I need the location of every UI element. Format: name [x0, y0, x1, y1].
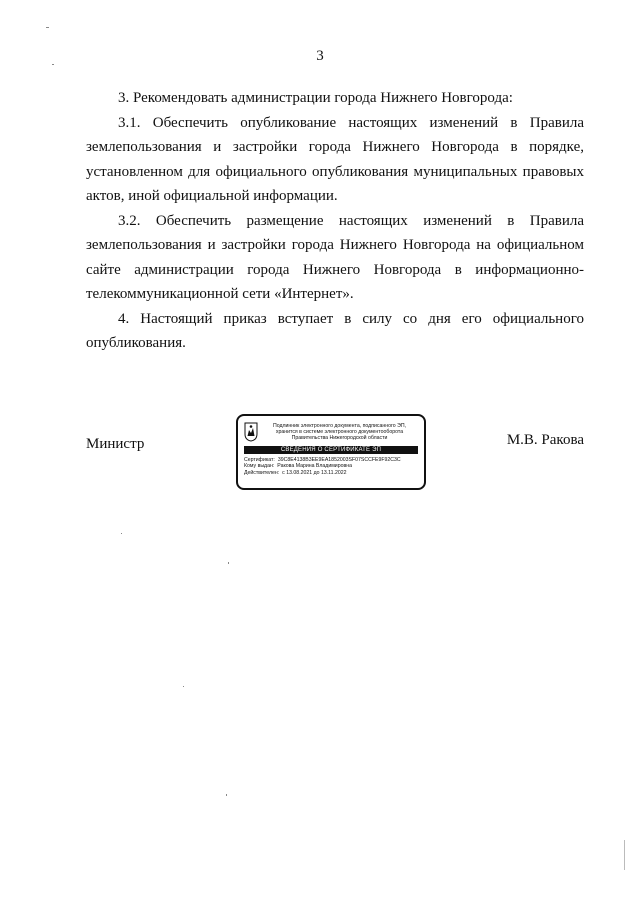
- stamp-validity-line: [244, 470, 418, 476]
- issued-to-label: Кому выдан:: [244, 463, 275, 470]
- stamp-note-line-1: Подлинник электронного документа, подписанного ЭП,: [272, 422, 406, 429]
- scan-speck: [183, 686, 184, 687]
- coat-of-arms-icon: [244, 422, 258, 442]
- paragraph-3-1: 3.1. Обеспечить опубликование настоящих изменений в Правила землепользования и застройки города Нижнего Новгорода в порядке, установленном для официального опубликования муниципальных правовых актов, иной официальной информации.: [86, 114, 584, 204]
- electronic-signature-stamp: [236, 414, 426, 490]
- certificate-label: Сертификат:: [244, 457, 275, 463]
- signer-name: М.В. Ракова: [506, 432, 584, 448]
- paragraph-4: 4. Настоящий приказ вступает в силу со дня его официального опубликования.: [86, 310, 584, 351]
- certificate-value: 39C8E4138B3EE9EA1852003SF07SCCFE9F92C3C: [277, 457, 401, 463]
- document-body: [86, 86, 584, 356]
- page-number: 3: [316, 48, 324, 64]
- signer-position: Министр: [86, 436, 145, 452]
- stamp-note-line-2: хранится в системе электронного документооборота: [275, 428, 404, 435]
- stamp-note-line-3: Правительства Нижегородской области: [291, 435, 388, 442]
- paragraph-3: 3. Рекомендовать администрации города Нижнего Новгорода:: [118, 90, 513, 106]
- scan-speck: [624, 840, 625, 870]
- scan-speck: [226, 794, 227, 796]
- paragraph-3-2: 3.2. Обеспечить размещение настоящих изменений в Правила землепользования и застройки города Нижнего Новгорода на официальном сайте администрации города Нижнего Новгорода в информационно-телекоммуникационной сети «Интернет».: [86, 212, 584, 302]
- scan-speck: [46, 27, 49, 28]
- stamp-header-bar: СВЕДЕНИЯ О СЕРТИФИКАТЕ ЭП: [244, 446, 418, 454]
- issued-to-value: Ракова Марина Владимировна: [277, 463, 352, 470]
- scan-speck: [52, 64, 54, 65]
- validity-label: Действителен:: [244, 469, 280, 476]
- signature-block: [86, 414, 584, 496]
- scan-speck: [228, 562, 229, 564]
- scan-speck: [121, 533, 122, 534]
- validity-value: с 13.08.2021 до 13.11.2022: [282, 469, 347, 476]
